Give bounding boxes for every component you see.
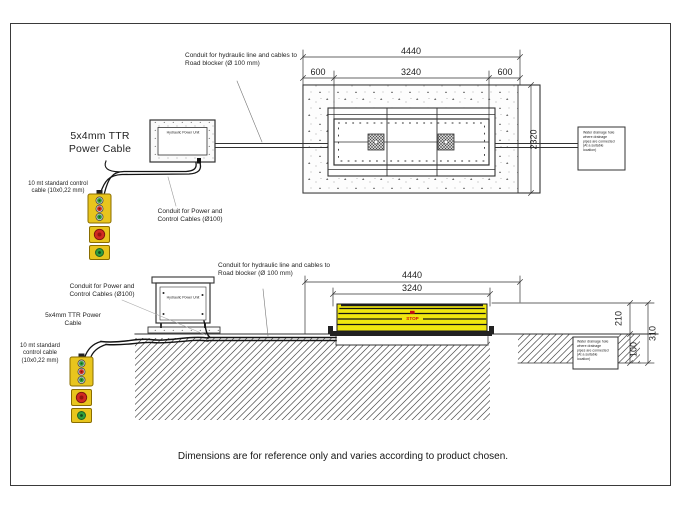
stop-text: STOP	[406, 316, 419, 321]
plan-cables	[101, 161, 201, 193]
dim-2320: 2320	[528, 129, 539, 150]
hpu-label-section: Hydraulic Power Unit	[166, 296, 200, 300]
conduit-hydraulic-label-section: Conduit for hydraulic line and cables to Road blocker (Ø 100 mm)	[218, 262, 331, 277]
dim-100: 100	[628, 341, 639, 357]
control-cable-label-section: 10 mt standard control cable (10x0,22 mm)	[19, 343, 61, 364]
control-cable-label-plan: 10 mt standard control cable (10x0,22 mm)	[28, 181, 88, 195]
control-pendant-plan	[88, 190, 111, 260]
conduit-hydraulic-label-plan: Conduit for hydraulic line and cables to Road blocker (Ø 100 mm)	[185, 52, 298, 67]
dim-4440-plan: 4440	[400, 46, 422, 56]
stop-sign-icon	[410, 311, 415, 314]
dim-3240-section: 3240	[401, 283, 423, 293]
hpu-pad	[148, 327, 220, 333]
hpu-plan	[150, 120, 215, 164]
drainage-note-section: Water drainage hole where drainage pipes are connected (At a suitable location)	[577, 340, 609, 361]
hpu-lid	[152, 277, 214, 283]
power-cable-label-plan: 5x4mm TTR Power Cable	[68, 130, 132, 155]
hpu-label-plan: Hydraulic Power Unit	[166, 131, 200, 135]
power-cable-label-section: 5x4mm TTR Power Cable	[45, 312, 101, 327]
dim-210: 210	[613, 310, 624, 326]
hpu-cabinet	[148, 277, 220, 333]
dim-4440-section: 4440	[401, 270, 423, 280]
conduit-power-label-section: Conduit for Power and Control Cables (Ø100)	[69, 283, 135, 298]
hpu-body	[156, 283, 210, 323]
footer-note: Dimensions are for reference only and varies according to product chosen.	[177, 451, 509, 462]
plan-blocker-frame	[328, 108, 495, 176]
dim-310: 310	[647, 325, 658, 341]
pendant-buttons	[96, 197, 103, 221]
dim-600-left: 600	[310, 67, 326, 77]
dim-600-right: 600	[497, 67, 513, 77]
leader-conduit-hydraulic-plan	[237, 81, 262, 142]
leader-conduit-hydraulic-section	[263, 289, 268, 336]
road-blocker	[328, 304, 494, 336]
blocker-base-plate	[330, 331, 492, 336]
control-pendant-section	[70, 354, 93, 423]
leader-conduit-power-plan	[168, 177, 176, 206]
dim-3240-plan: 3240	[400, 67, 422, 77]
drainage-note-plan: Water drainage hole where drainage pipes are connected (At a suitable location)	[583, 131, 615, 152]
plan-view	[101, 50, 626, 206]
conduit-power-label-plan: Conduit for Power and Control Cables (Ø100)	[157, 208, 223, 223]
